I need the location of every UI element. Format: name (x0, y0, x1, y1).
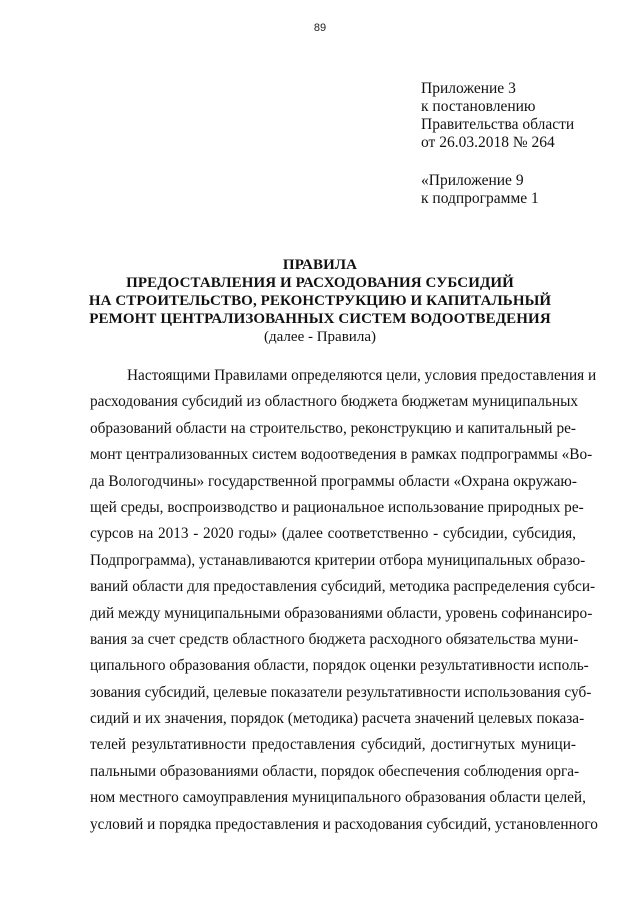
appendix-main-block (421, 80, 631, 152)
body-line: Подпрограмма), устанавливаются критерии отбора муниципальных образо- (90, 551, 586, 569)
title-line: ПРЕДОСТАВЛЕНИЯ И РАСХОДОВАНИЯ СУБСИДИЙ (126, 275, 514, 291)
body-line: пальными образованиями области, порядок обеспечения соблюдения орга- (90, 762, 580, 780)
body-line: дий между муниципальными образованиями области, уровень софинансиро- (90, 604, 593, 622)
body-line: сидий и их значения, порядок (методика) расчета значений целевых показа- (90, 710, 585, 728)
page-number: 89 (313, 22, 327, 34)
appendix-main-line: к постановлению (421, 98, 536, 115)
body-line: зования субсидий, целевые показатели результативности использования суб- (90, 683, 592, 701)
body-line: ном местного самоуправления муниципального образования области целей, (90, 789, 586, 807)
body-line: телей результативности предоставления субсидий, достигнутых муници- (90, 736, 576, 754)
body-line: Настоящими Правилами определяются цели, условия предоставления и (127, 367, 597, 384)
body-line: монт централизованных систем водоотведения в рамках подпрограммы «Во- (90, 446, 593, 464)
title-line: НА СТРОИТЕЛЬСТВО, РЕКОНСТРУКЦИЮ И КАПИТАЛЬНЫЙ (88, 293, 552, 309)
body-line: да Вологодчины» государственной программы области «Охрана окружаю- (90, 472, 577, 490)
body-line: образований области на строительство, реконструкцию и капитальный ре- (90, 419, 576, 437)
body-line: сурсов на 2013 - 2020 годы» (далее соответственно - субсидии, субсидия, (90, 525, 576, 543)
appendix-sub-block (421, 172, 631, 208)
body-line: ципального образования области, порядок оценки результативности исполь- (90, 657, 589, 675)
body-line: расходования субсидий из областного бюджета бюджетам муниципальных (90, 393, 579, 411)
document-title (0, 256, 640, 346)
appendix-sub-line: к подпрограмме 1 (421, 190, 539, 207)
appendix-sub-line: «Приложение 9 (421, 172, 524, 189)
body-line: вания за счет средств областного бюджета расходного обязательства муни- (90, 630, 579, 648)
title-subtitle: (далее - Правила) (264, 329, 376, 345)
body-line: ваний области для предоставления субсидий, методика распределения субси- (90, 578, 596, 596)
title-line: РЕМОНТ ЦЕНТРАЛИЗОВАННЫХ СИСТЕМ ВОДООТВЕДЕНИЯ (89, 311, 551, 327)
title-line: ПРАВИЛА (282, 257, 358, 273)
body-line: условий и порядка предоставления и расходования субсидий, установленного (90, 815, 598, 833)
appendix-header (421, 80, 631, 208)
appendix-main-line: Правительства области (421, 116, 575, 133)
appendix-main-line: от 26.03.2018 № 264 (421, 134, 555, 151)
body-line: щей среды, воспроизводство и рациональное использование природных ре- (90, 498, 584, 516)
body-paragraph (90, 363, 598, 838)
appendix-main-line: Приложение 3 (421, 80, 516, 97)
